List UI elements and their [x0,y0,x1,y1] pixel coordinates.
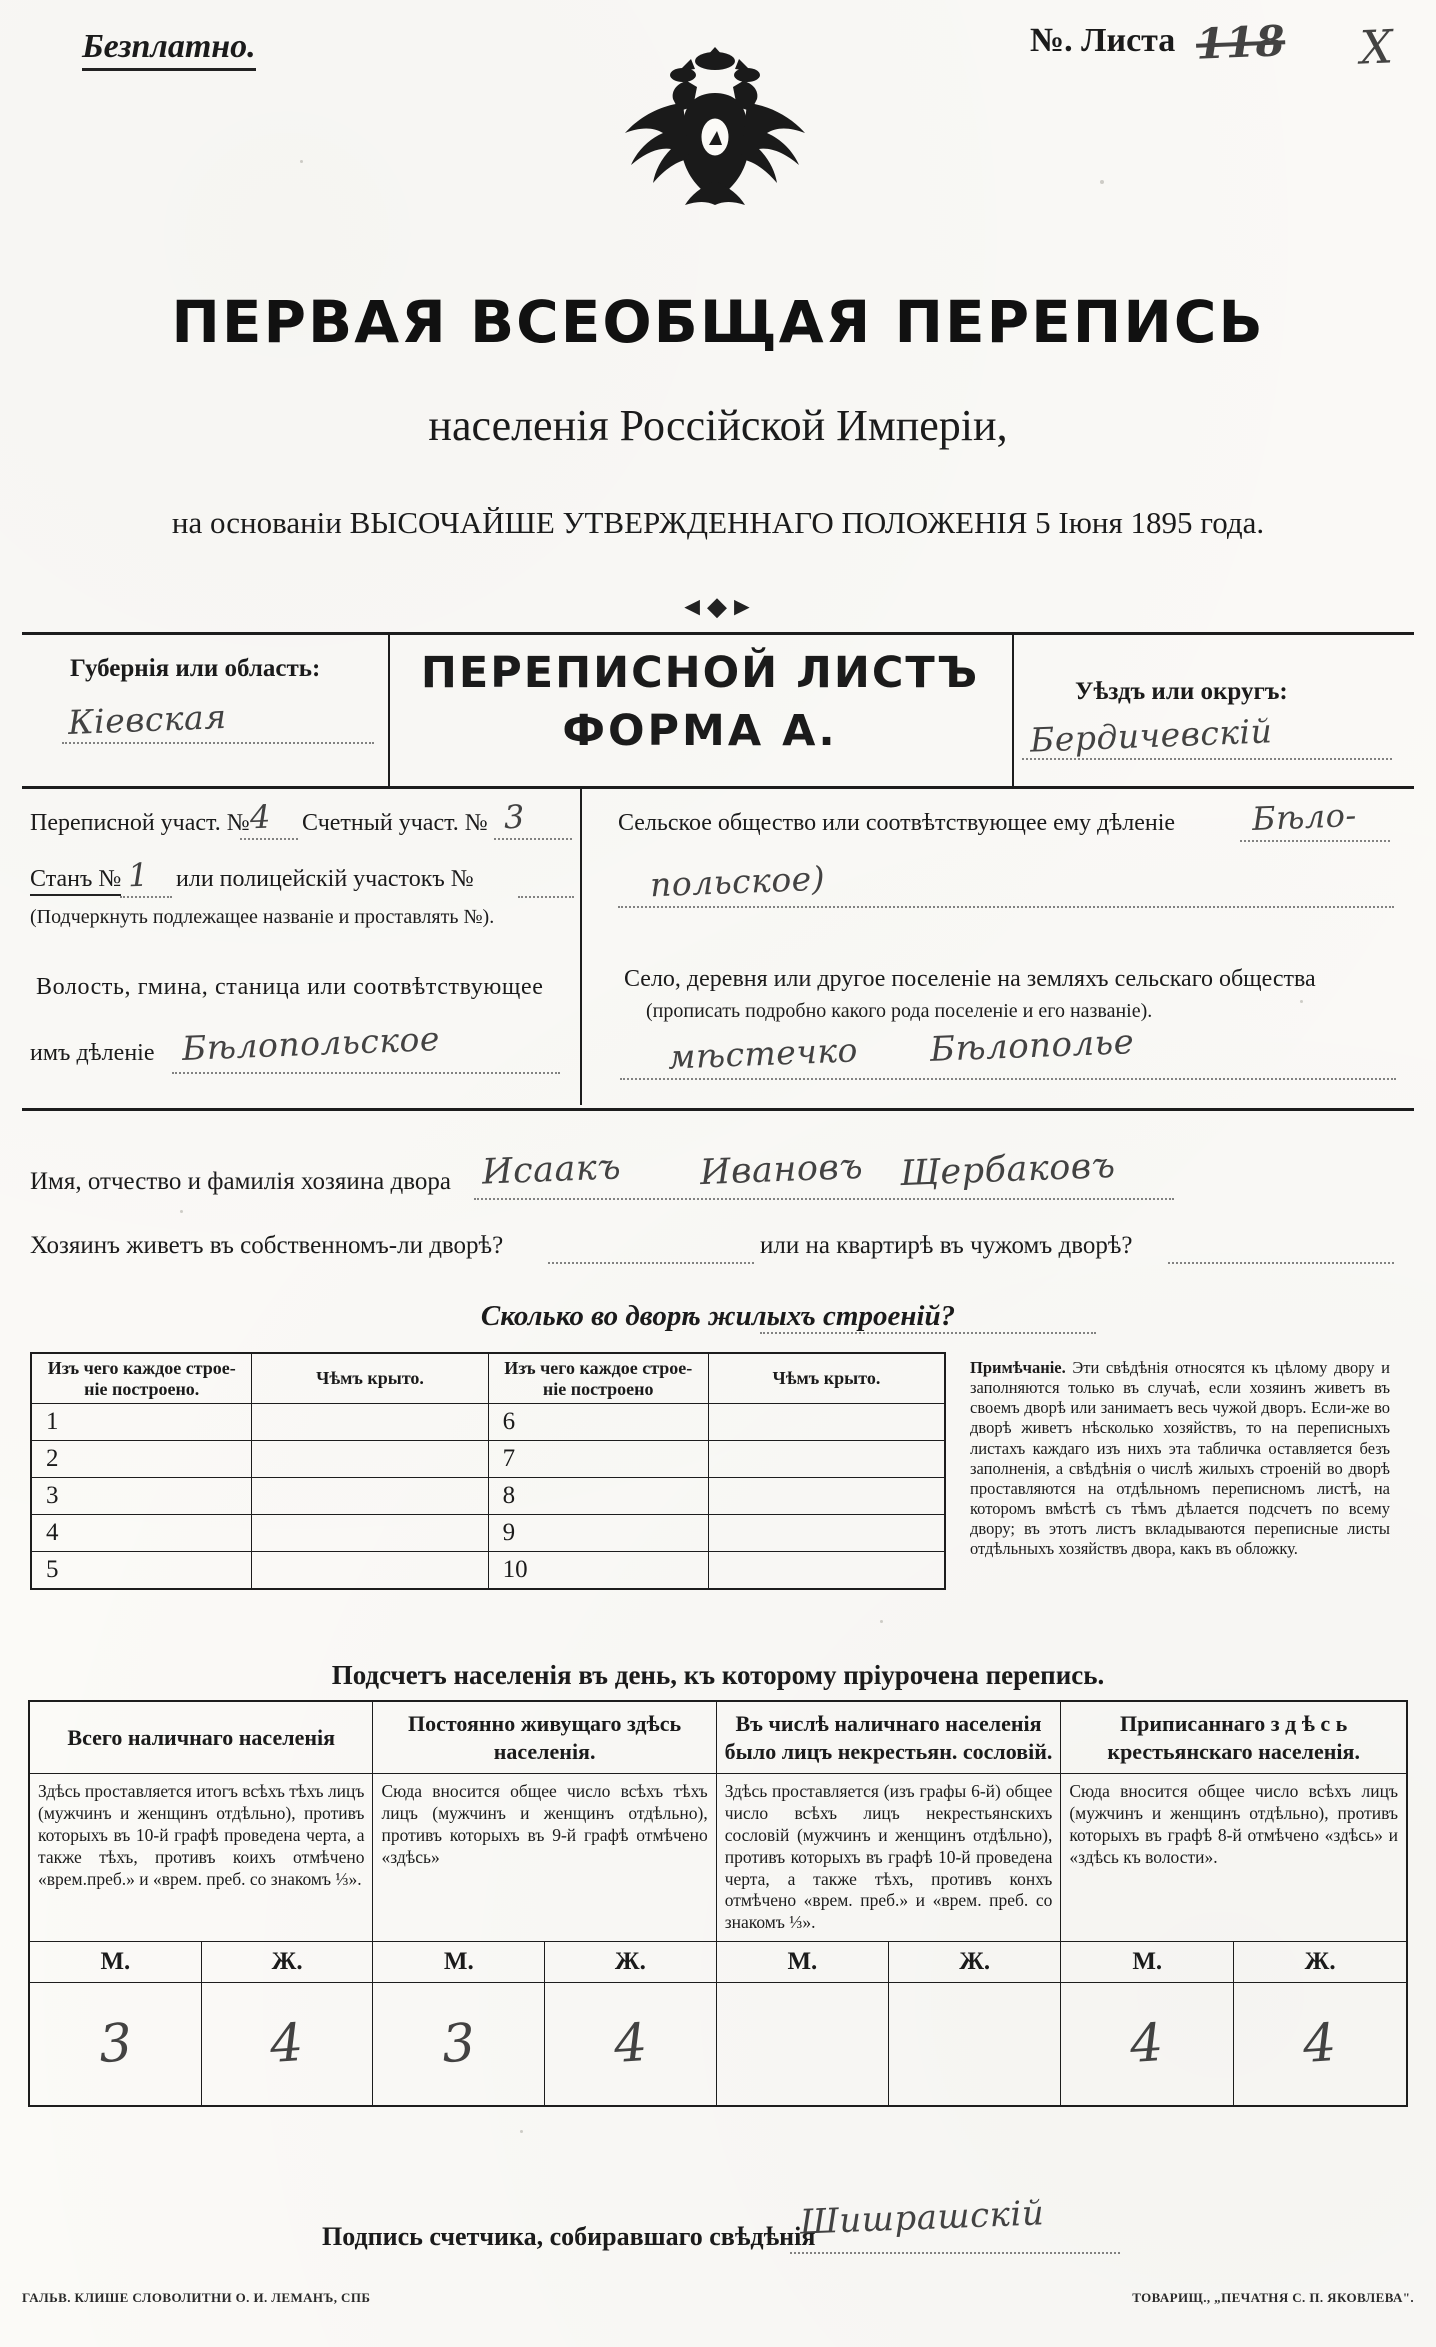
roofing-input[interactable] [252,1404,488,1441]
buildings-col2-header: Чѣмъ крыто. [252,1353,488,1404]
rule-line [1012,632,1014,789]
male-label: М. [717,1942,889,1982]
female-count-field[interactable] [1234,1983,1406,2105]
settlement-note: (прописать подробно какого рода поселеніе и его названіе). [646,1000,1153,1022]
table-row [31,1552,945,1590]
perepisnoy-uchastok-value: 4 [249,797,272,837]
roofing-input[interactable] [708,1478,945,1515]
population-col-desc: Сюда вносится общее число всѣхъ лицъ (мужчинъ и женщинъ отдѣльно), противъ которыхъ въ графѣ 8-й отмѣчено «здѣсь» и «здѣсь къ волости». [1061,1774,1407,1942]
enumerator-signature-value: Шишрашскій [799,2193,1045,2243]
roofing-input[interactable] [252,1552,488,1590]
building-number: 9 [488,1515,708,1552]
fill-line [760,1332,1096,1334]
population-value-pair [1061,1983,1407,2107]
selskoe-obshchestvo-value-cont: польское) [649,858,826,905]
male-count-value: 4 [1128,2013,1167,2076]
rule-line [580,789,582,1105]
note-title: Примѣчаніе. [970,1358,1066,1377]
margin-mark: Х [1358,19,1395,75]
uezd-fill-line [1022,758,1392,760]
printer-credit-right: ТОВАРИЩ., „ПЕЧАТНЯ С. П. ЯКОВЛЕВА". [1132,2290,1414,2305]
building-number: 8 [488,1478,708,1515]
owner-first-name: Исаакъ [481,1147,622,1193]
gubernia-label: Губернія или область: [70,655,321,682]
roofing-input[interactable] [708,1404,945,1441]
roofing-input[interactable] [708,1515,945,1552]
male-label: М. [1061,1942,1233,1982]
fill-line [618,906,1394,908]
owner-surname: Щербаковъ [899,1145,1117,1195]
female-label: Ж. [959,1948,991,1976]
perepisnoy-uchastok-label: Переписной участ. № [30,810,250,836]
female-count-field[interactable] [889,1983,1061,2105]
gubernia-fill-line [62,742,374,744]
building-number: 4 [31,1515,252,1552]
dwelling-rented-label: или на квартирѣ въ чужомъ дворѣ? [760,1232,1133,1259]
rule-line [22,1108,1414,1111]
stan-value: 1 [127,855,150,895]
paper-speck [180,1210,183,1213]
buildings-note [962,1352,1398,1565]
paper-speck [300,160,303,163]
male-count-value: 3 [439,2013,478,2076]
imperial-eagle-emblem [600,38,830,208]
population-mz-row [29,1942,1407,1983]
building-number: 7 [488,1441,708,1478]
stan-label: Станъ № [30,866,121,896]
buildings-table [30,1352,946,1590]
male-label: М. [30,1942,201,1982]
document-title-main: ПЕРВАЯ ВСЕОБЩАЯ ПЕРЕПИСЬ [171,288,1265,356]
table-row [31,1515,945,1552]
building-number: 3 [31,1478,252,1515]
population-values-row [29,1983,1407,2107]
male-count-field[interactable] [30,1983,201,2105]
roofing-input[interactable] [252,1478,488,1515]
population-table [28,1700,1408,2107]
population-col-desc: Сюда вносится общее число всѣхъ тѣхъ лицъ (мужчинъ и женщинъ отдѣльно), противъ которыхъ въ 9-й графѣ отмѣчено «здѣсь» [373,1774,716,1942]
building-number: 6 [488,1404,708,1441]
population-col-header-total: Всего наличнаго населенія [29,1701,373,1774]
volost-label: Волость, гмина, станица или соотвѣтствующее [36,974,544,1000]
table-row [31,1404,945,1441]
fill-line [548,1262,754,1264]
owner-patronymic: Ивановъ [699,1146,864,1194]
buildings-col3-header: Изъ чего каждое строе- ніе построено [488,1353,708,1404]
ornament-divider: ◄◆► [679,592,757,621]
settlement-value-type: мѣстечко [667,1030,859,1077]
male-count-value: 3 [96,2013,135,2076]
paper-speck [1100,180,1104,184]
owner-name-fill-line [474,1198,1174,1200]
population-mz-pair [1061,1942,1407,1983]
sheet-number-label: №. Листа [1030,22,1176,59]
fill-line [240,838,298,840]
schetny-uchastok-label: Счетный участ. № [302,810,488,836]
fill-line [518,896,574,898]
female-count-field[interactable] [545,1983,716,2105]
table-row [31,1441,945,1478]
building-number: 2 [31,1441,252,1478]
selskoe-obshchestvo-value: Бѣло- [1251,796,1358,838]
table-row [31,1478,945,1515]
rule-line [22,632,1414,635]
population-value-pair [29,1983,373,2107]
population-col-header-registered: Приписаннаго з д ѣ с ь крестьянскаго населенія. [1061,1701,1407,1774]
gubernia-value: Кіевская [67,696,228,743]
form-title-line2: ФОРМА А. [562,706,838,756]
owner-name-label: Имя, отчество и фамилія хозяина двора [30,1168,451,1195]
population-col-desc: Здѣсь проставляется (изъ графы 6-й) общее число всѣхъ лицъ некрестьянскихъ сословій (мужчинъ и женщинъ отдѣльно), противъ которыхъ въ графѣ 10-й проведена черта, а также тѣхъ, противъ конхъ отмѣчено «врем. преб.» и «врем. преб. со знакомъ ⅓». [716,1774,1061,1942]
paper-speck [880,1620,883,1623]
enumerator-signature-label: Подпись счетчика, собиравшаго свѣдѣнія [322,2222,816,2251]
population-col-desc: Здѣсь проставляется итогъ всѣхъ тѣхъ лицъ (мужчинъ и женщинъ отдѣльно), противъ которыхъ въ 10-й графѣ проведена черта, а также тѣхъ, противъ коихъ отмѣчено «врем.преб.» и «врем. преб. со знакомъ ⅓». [29,1774,373,1942]
population-section-title: Подсчетъ населенія въ день, къ которому пріурочена перепись. [331,1660,1105,1690]
population-col-header-permanent: Постоянно живущаго здѣсь населенія. [373,1701,716,1774]
female-count-value: 4 [1301,2013,1339,2076]
sheet-number-value: 118 [1195,16,1287,69]
buildings-col1-header: Изъ чего каждое строе- ніе построено. [31,1353,252,1404]
printer-credit-left: ГАЛЬВ. КЛИШЕ СЛОВОЛИТНИ О. И. ЛЕМАНЪ, СПБ [22,2290,371,2305]
uezd-label: Уѣздъ или округъ: [1075,678,1288,705]
free-of-charge-label: Безплатно. [82,28,256,71]
dwelling-own-label: Хозяинъ живетъ въ собственномъ-ли дворѣ? [30,1232,504,1259]
volost-label2: имъ дѣленіе [30,1040,155,1066]
buildings-col4-header: Чѣмъ крыто. [708,1353,945,1404]
form-title-line1: ПЕРЕПИСНОЙ ЛИСТЪ [420,648,980,698]
fill-line [1168,1262,1394,1264]
fill-line [494,838,572,840]
fill-line [620,1078,1396,1080]
female-count-field[interactable] [201,1983,372,2105]
population-description-row [29,1774,1407,1942]
population-col-header-noncrestyan: Въ числѣ наличнаго населенія было лицъ некрестьян. сословій. [716,1701,1061,1774]
female-label: Ж. [271,1948,303,1976]
settlement-label: Село, деревня или другое поселеніе на земляхъ сельскаго общества [624,966,1316,992]
signature-fill-line [790,2252,1120,2254]
population-mz-pair [373,1942,716,1983]
roofing-input[interactable] [252,1441,488,1478]
document-title-sub: населенія Россійской Имперіи, [428,401,1008,450]
document-legal-basis: на основаніи ВЫСОЧАЙШЕ УТВЕРЖДЕННАГО ПОЛОЖЕНІЯ 5 Іюня 1895 года. [171,505,1265,540]
male-count-field[interactable] [373,1983,544,2105]
roofing-input[interactable] [252,1515,488,1552]
uezd-value: Бердичевскій [1029,711,1274,760]
female-count-value: 4 [268,2013,306,2076]
volost-value: Бѣлопольское [181,1019,441,1068]
male-count-field[interactable] [717,1983,889,2105]
schetny-uchastok-value: 3 [503,797,526,837]
paper-speck [520,2130,523,2133]
population-mz-pair [716,1942,1061,1983]
note-text: Эти свѣдѣнія относятся къ цѣлому двору и заполняются только въ случаѣ, если хозяинъ живетъ въ своемъ дворѣ или занимаетъ весь чужой дворъ. Если-же во дворѣ живетъ нѣсколько хозяйствъ, то на переписныхъ листахъ каждаго изъ нихъ эта табличка оставляется безъ заполненія, а свѣдѣнія о числѣ жилыхъ строеній во дворѣ проставляются на отдѣльномъ переписномъ листѣ, на которомъ вмѣстѣ съ тѣмъ дѣлается подсчетъ по всему двору; въ этотъ листъ вкладываются переписные листы отдѣльныхъ хозяйствъ двора, какъ въ обложку. [970,1358,1390,1559]
table-header-row [31,1353,945,1404]
buildings-question: Сколько во дворѣ жилыхъ строеній? [480,1300,956,1332]
building-number: 5 [31,1552,252,1590]
female-count-value: 4 [611,2013,650,2076]
building-number: 10 [488,1552,708,1590]
population-value-pair [373,1983,716,2107]
population-header-row [29,1701,1407,1774]
building-number: 1 [31,1404,252,1441]
rule-line [22,786,1414,789]
male-label: М. [373,1942,544,1982]
stan-police-label: или полицейскій участокъ № [176,866,474,892]
population-mz-pair [29,1942,373,1983]
settlement-value-name: Бѣлополье [929,1022,1135,1070]
roofing-input[interactable] [708,1441,945,1478]
fill-line [120,896,172,898]
roofing-input[interactable] [708,1552,945,1590]
population-value-pair [716,1983,1061,2107]
selskoe-obshchestvo-label: Сельское общество или соотвѣтствующее ему дѣленіе [618,810,1176,836]
volost-fill-line [172,1072,560,1074]
fill-line [1240,840,1390,842]
male-count-field[interactable] [1061,1983,1233,2105]
paper-speck [1300,1000,1303,1003]
female-label: Ж. [1304,1948,1336,1976]
stan-note: (Подчеркнуть подлежащее названіе и проставлять №). [30,906,495,928]
female-label: Ж. [614,1948,646,1976]
